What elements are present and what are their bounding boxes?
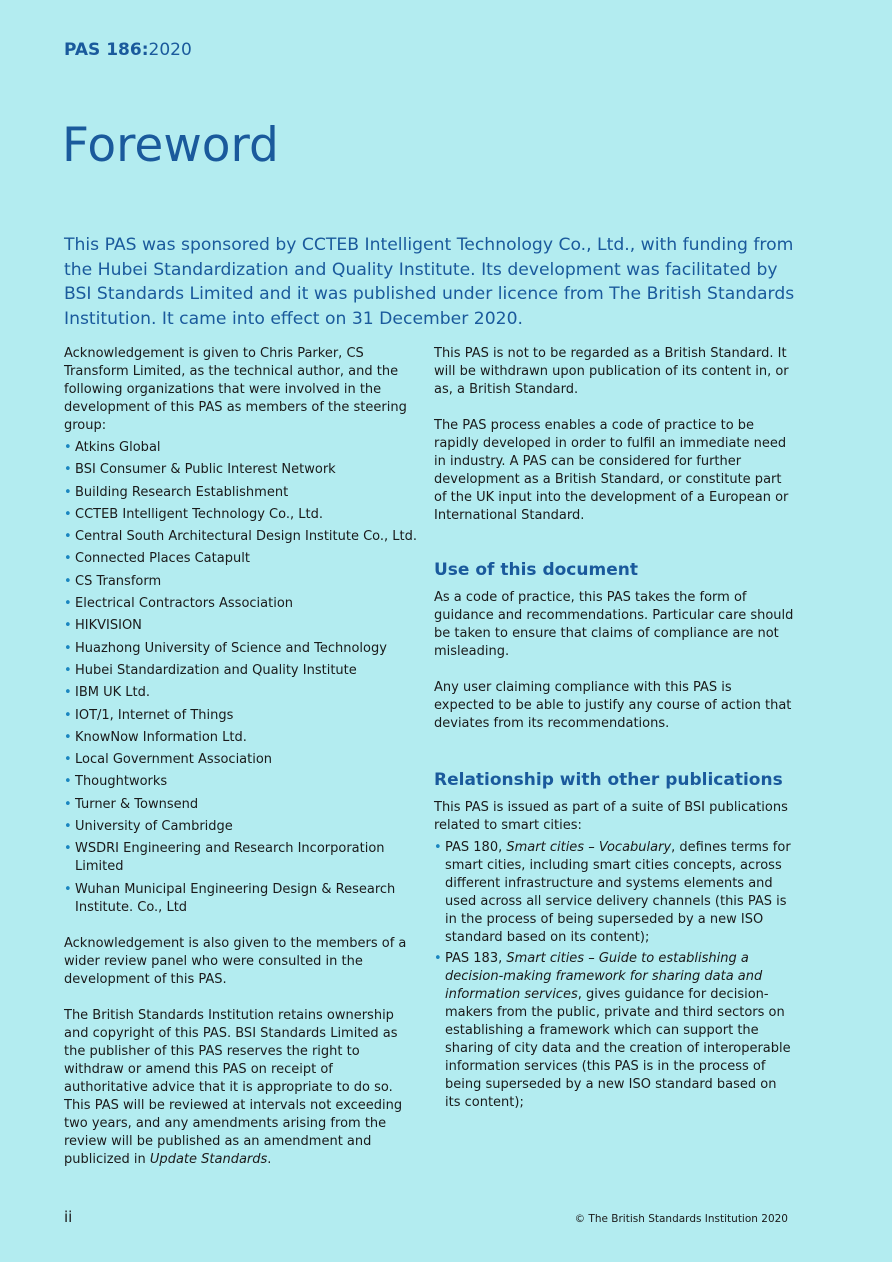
list-item: • Electrical Contractors Association [64,595,420,613]
ownership-text: The British Standards Institution retains ownership and copyright of this PAS. BSI Standards Limited as the publisher of this PAS reserves the right to withdraw or amend this PAS on receipt of authoritative advice that it is appropriate to do so. This PAS will be reviewed at intervals not exceeding two years, and any amendments arising from the review will be published as an amendment and publicized in [64,1007,403,1167]
use-paragraph-1: As a code of practice, this PAS takes the form of guidance and recommendations. Particular care should be taken to ensure that claims of compliance are not misleading. [434,590,794,659]
list-item: • BSI Consumer & Public Interest Network [64,461,420,479]
list-item: • Connected Places Catapult [64,550,420,568]
list-item: • CS Transform [64,573,420,591]
publication-title: Smart cities – Guide to establishing a decision-making framework for sharing data and information services [445,951,763,1002]
review-panel-paragraph: Acknowledgement is also given to the members of a wider review panel who were consulted in the development of this PAS. [64,935,407,987]
publications-list [434,839,794,1112]
right-column [434,345,794,1115]
list-item: • Hubei Standardization and Quality Institute [64,662,420,680]
publication-title: Smart cities – Vocabulary [506,840,672,855]
publication-code: PAS 180, [445,840,507,855]
page-number: ii [64,1208,73,1226]
publication-description: , defines terms for smart cities, including smart cities concepts, across different infrastructure and systems elements and used across all service delivery channels (this PAS is in the process of being superseded by a new ISO standard based on its content); [445,840,791,945]
page-title: Foreword [62,118,279,173]
copyright-notice: © The British Standards Institution 2020 [574,1213,788,1225]
list-item: • University of Cambridge [64,818,420,836]
list-item: • Turner & Townsend [64,796,420,814]
not-british-standard-paragraph: This PAS is not to be regarded as a British Standard. It will be withdrawn upon publication of its content in, or as, a British Standard. [434,346,789,397]
list-item: • HIKVISION [64,617,420,635]
relationship-intro: This PAS is issued as part of a suite of BSI publications related to smart cities: [434,800,788,833]
pas-process-paragraph: The PAS process enables a code of practice to be rapidly developed in order to fulfil an immediate need in industry. A PAS can be considered for further development as a British Standard, or constitute part of the UK input into the development of a European or International Standard. [434,418,789,523]
list-item: • Thoughtworks [64,773,420,791]
update-standards-title: Update Standards [149,1151,268,1167]
publication-description: , gives guidance for decision-makers from the public, private and third sectors on establishing a framework which can support the sharing of city data and the creation of interoperable information services (this PAS is in the process of being superseded by a new ISO standard based on its content); [445,987,791,1110]
relationship-heading: Relationship with other publications [434,770,783,790]
use-of-document-heading: Use of this document [434,560,638,580]
list-item [434,950,794,1112]
list-item: • KnowNow Information Ltd. [64,729,420,747]
steering-group-list [64,439,420,917]
list-item: • Huazhong University of Science and Technology [64,640,420,658]
list-item: • Atkins Global [64,439,420,457]
document-code-number: PAS 186: [64,40,149,60]
publication-code: PAS 183, [445,951,507,966]
list-item: • Central South Architectural Design Institute Co., Ltd. [64,528,420,546]
list-item: • CCTEB Intelligent Technology Co., Ltd. [64,506,420,524]
document-code [64,40,192,60]
ownership-paragraph [64,1007,420,1169]
list-item: • IBM UK Ltd. [64,684,420,702]
left-column [64,345,420,1169]
list-item: • WSDRI Engineering and Research Incorporation Limited [64,840,420,876]
list-item: • Building Research Establishment [64,484,420,502]
list-item: • Wuhan Municipal Engineering Design & Research Institute. Co., Ltd [64,881,420,917]
list-item: • Local Government Association [64,751,420,769]
document-code-year: 2020 [148,40,192,60]
intro-paragraph: This PAS was sponsored by CCTEB Intelligent Technology Co., Ltd., with funding from the Hubei Standardization and Quality Institute. Its development was facilitated by BSI Standards Limited and it was published under licence from The British Standards Institution. It came into effect on 31 December 2020. [64,235,795,329]
ownership-end: . [267,1151,272,1167]
acknowledgement-intro: Acknowledgement is given to Chris Parker, CS Transform Limited, as the technical author, and the following organizations that were involved in the development of this PAS as members of the steering group: [64,346,407,433]
use-paragraph-2: Any user claiming compliance with this PAS is expected to be able to justify any course of action that deviates from its recommendations. [434,680,792,731]
list-item [434,839,794,947]
list-item: • IOT/1, Internet of Things [64,707,420,725]
